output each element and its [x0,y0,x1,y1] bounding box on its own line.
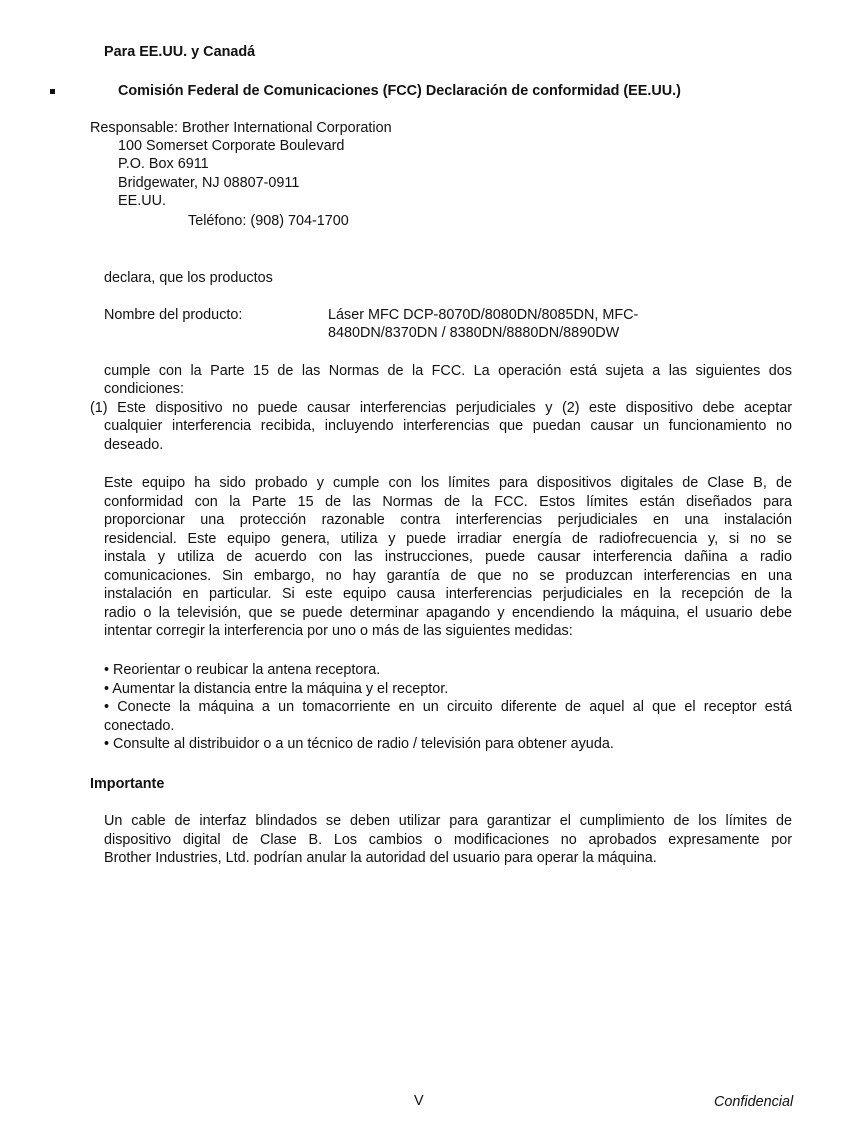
address-line-3: Bridgewater, NJ 08807-0911 [118,175,300,191]
product-label: Nombre del producto: [104,307,243,323]
tested-line: proporcionar una protección razonable contra interferencias perjudiciales en una instalación [104,512,792,528]
important-line: Un cable de interfaz blindados se deben utilizar para garantizar el cumplimiento de los límites de [104,813,792,829]
tested-line: Este equipo ha sido probado y cumple con los límites para dispositivos digitales de Clase B, de [104,475,792,491]
compliance-intro-line-1: cumple con la Parte 15 de las Normas de la FCC. La operación está sujeta a las siguientes dos [104,363,792,379]
address-line-2: P.O. Box 6911 [118,156,209,172]
product-value-line-1: Láser MFC DCP-8070D/8080DN/8085DN, MFC- [328,307,639,323]
address-line-1: 100 Somerset Corporate Boulevard [118,138,345,154]
tested-line: comunicaciones. Sin embargo, no hay garantía de que no se produzcan interferencias en una [104,567,792,584]
tested-line: instala y utiliza de acuerdo con las instrucciones, puede causar interferencia dañina a radio [104,549,792,565]
region-title: Para EE.UU. y Canadá [104,44,256,60]
conditions-line-2: cualquier interferencia recibida, incluyendo interferencias que puedan causar un funcionamiento no [104,418,792,434]
tested-line: intentar corregir la interferencia por uno o más de las siguientes medidas: [104,623,573,639]
tested-line: radio o la televisión, que se puede determinar apagando y encendiendo la máquina, el usuario debe [104,604,792,621]
important-heading: Importante [90,776,165,792]
list-item: conectado. [104,717,175,734]
responsible-label: Responsable: Brother International Corporation [90,120,392,136]
tested-paragraph [104,474,792,641]
section-title: Comisión Federal de Comunicaciones (FCC) Declaración de conformidad (EE.UU.) [118,83,681,99]
compliance-intro-line-2: condiciones: [104,381,184,397]
measures-list [104,661,792,754]
product-value-line-2: 8480DN/8370DN / 8380DN/8880DN/8890DW [328,325,620,341]
tested-line: conformidad con la Parte 15 de las Normas de la FCC. Estos límites están diseñados para [104,493,792,510]
address-country: EE.UU. [118,193,166,209]
phone-number: Teléfono: (908) 704-1700 [188,213,349,229]
list-item: • Reorientar o reubicar la antena receptora. [104,662,381,678]
square-bullet-icon [50,89,55,94]
conditions-line-3: deseado. [104,437,164,453]
important-line: dispositivo digital de Clase B. Los cambios o modificaciones no aprobados expresamente por [104,831,792,848]
tested-line: instalación en particular. Si este equipo causa interferencias perjudiciales en la recepción de la [104,586,792,602]
conditions-line-1: (1) Este dispositivo no puede causar interferencias perjudiciales y (2) este dispositivo debe aceptar [90,400,792,416]
tested-line: residencial. Este equipo genera, utiliza y puede irradiar energía de radiofrecuencia y, si no se [104,530,792,547]
important-paragraph [104,812,792,868]
page-number: V [414,1093,424,1109]
list-item: • Consulte al distribuidor o a un técnico de radio / televisión para obtener ayuda. [104,736,614,752]
declares-text: declara, que los productos [104,270,273,286]
list-item: • Conecte la máquina a un tomacorriente en un circuito diferente de aquel al que el receptor está [104,699,792,715]
confidential-label: Confidencial [714,1094,794,1110]
important-line: Brother Industries, Ltd. podrían anular la autoridad del usuario para operar la máquina. [104,850,657,866]
list-item: • Aumentar la distancia entre la máquina y el receptor. [104,680,449,697]
